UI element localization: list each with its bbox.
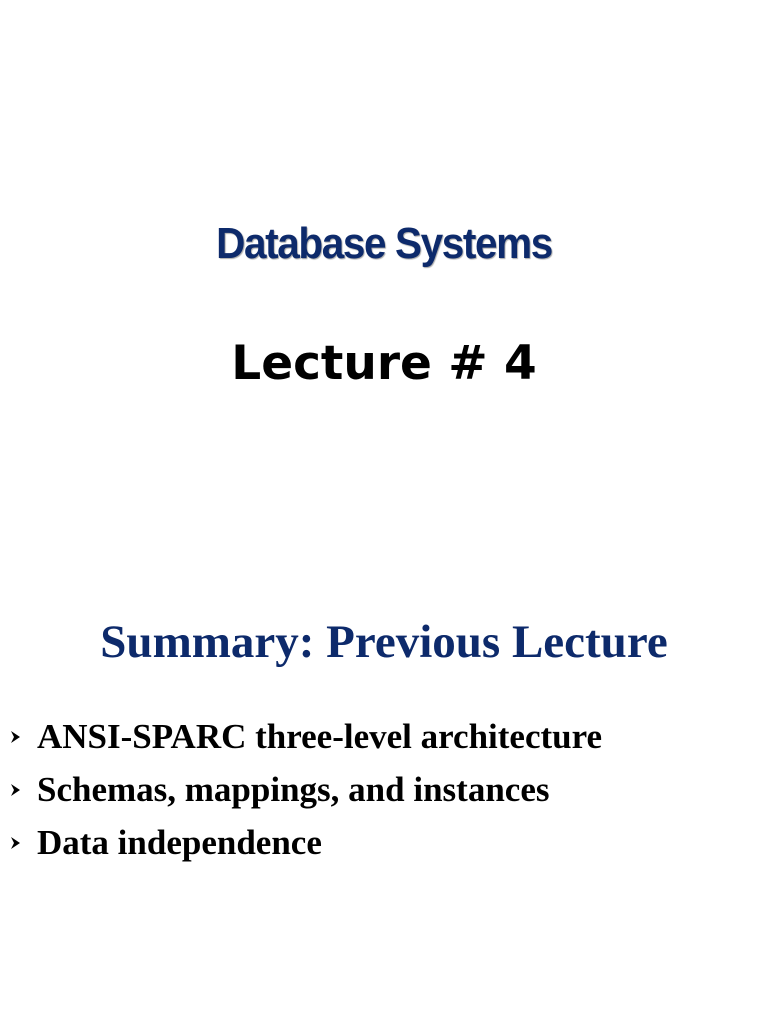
bullet-label: Data independence bbox=[37, 823, 322, 862]
bullet-item bbox=[8, 763, 602, 816]
arrow-bullet-icon bbox=[8, 763, 34, 816]
course-title: Database Systems bbox=[216, 219, 552, 268]
arrow-bullet-icon bbox=[8, 710, 34, 763]
summary-heading: Summary: Previous Lecture bbox=[100, 616, 668, 668]
arrow-bullet-icon bbox=[8, 816, 34, 869]
bullet-item bbox=[8, 816, 602, 869]
bullet-label: Schemas, mappings, and instances bbox=[37, 770, 550, 809]
bullet-label: ANSI-SPARC three-level architecture bbox=[37, 717, 603, 756]
lecture-title: Lecture # 4 bbox=[231, 336, 537, 391]
summary-bullet-list bbox=[8, 710, 602, 869]
bullet-item bbox=[8, 710, 602, 763]
